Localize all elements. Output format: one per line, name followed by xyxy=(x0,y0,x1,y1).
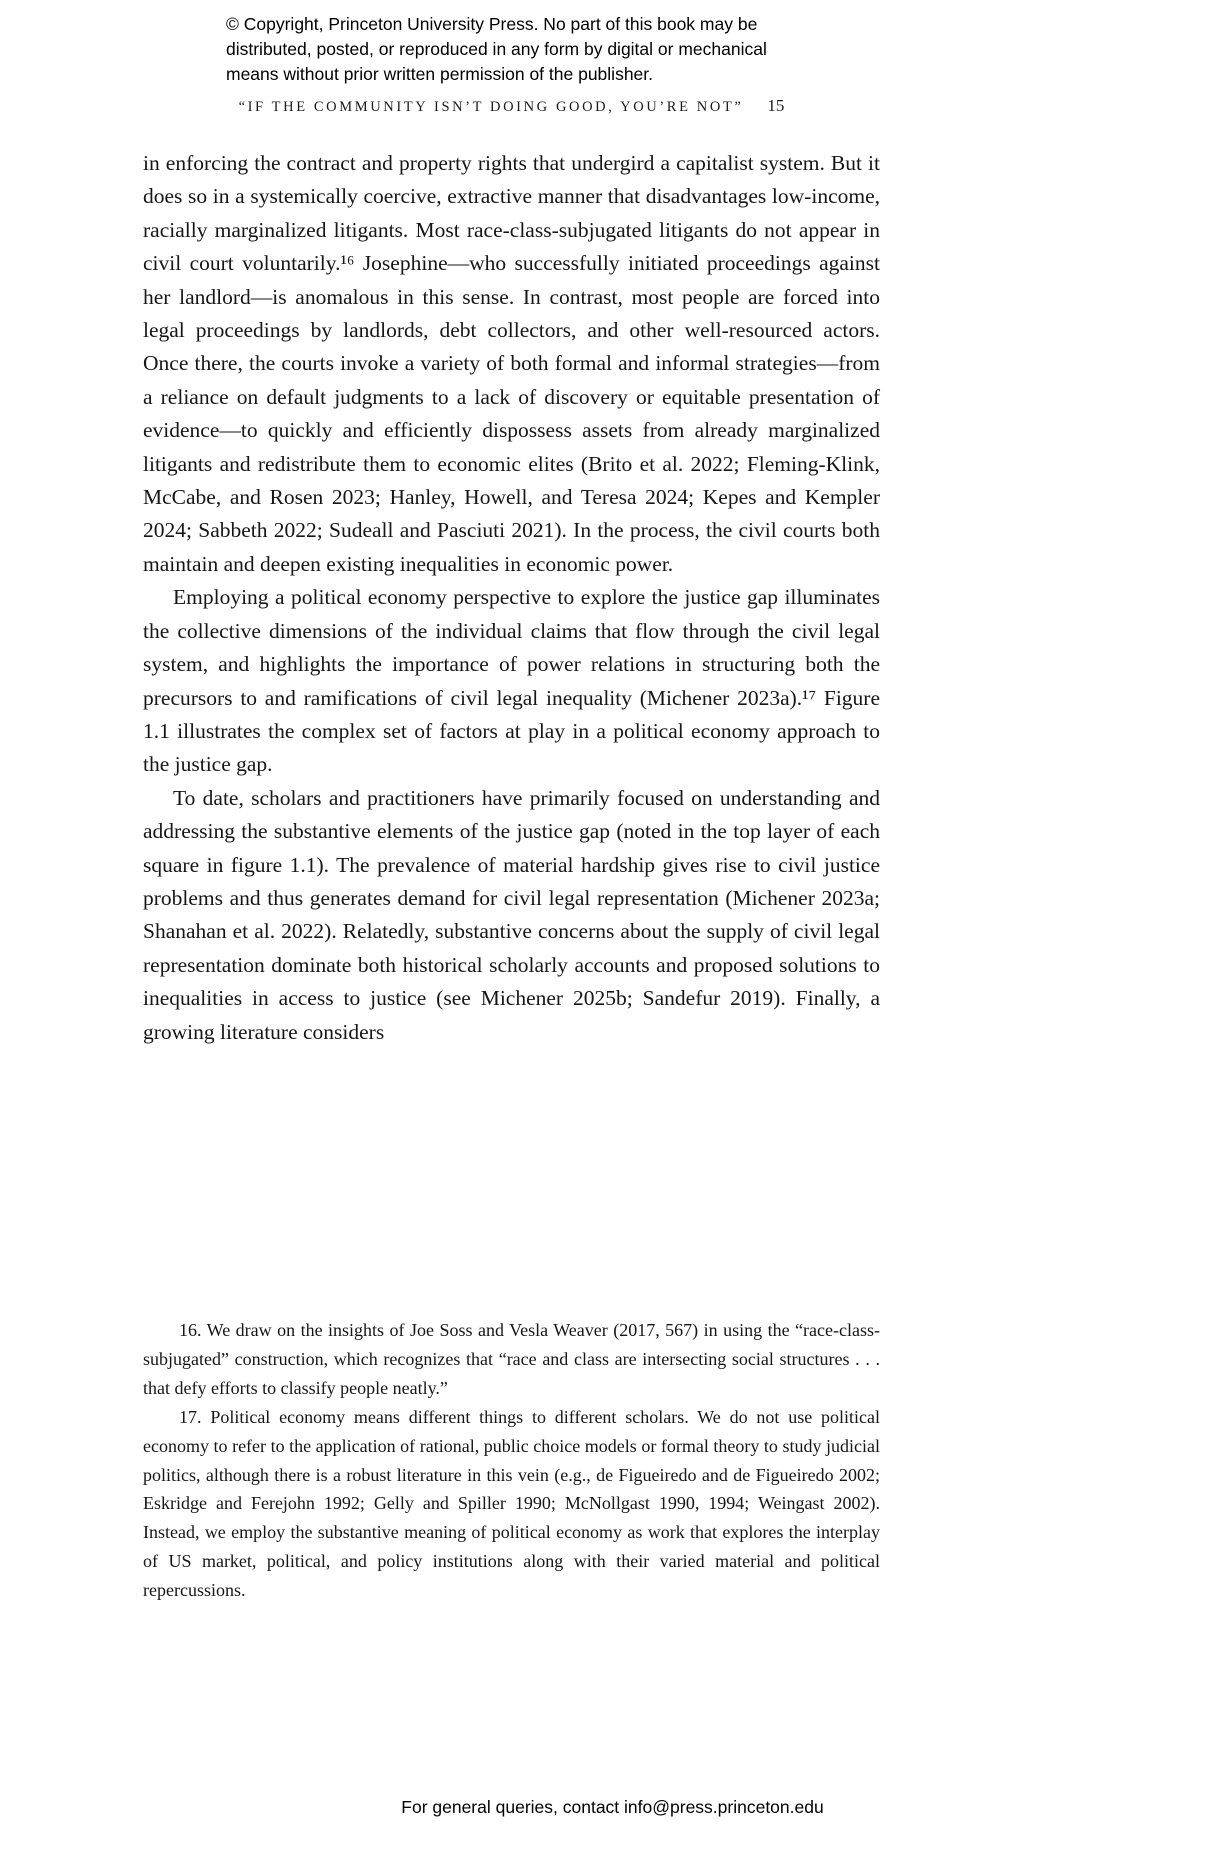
copyright-line: distributed, posted, or reproduced in any form by digital or mechanical xyxy=(226,39,767,59)
body-text xyxy=(143,147,880,1049)
footnote: 16. We draw on the insights of Joe Soss and Vesla Weaver (2017, 567) in using the “race-class-subjugated” construction, which recognizes that “race and class are intersecting social structures . . . that defy efforts to classify people neatly.” xyxy=(143,1320,880,1398)
copyright-line: © Copyright, Princeton University Press. No part of this book may be xyxy=(226,14,758,34)
running-head-title: “IF THE COMMUNITY ISN’T DOING GOOD, YOU’RE NOT” xyxy=(238,99,744,115)
body-paragraph: To date, scholars and practitioners have primarily focused on understanding and addressing the substantive elements of the justice gap (noted in the top layer of each square in figure 1.1). The prevalence of material hardship gives rise to civil justice problems and thus generates demand for civil legal representation (Michener 2023a; Shanahan et al. 2022). Relatedly, substantive concerns about the supply of civil legal representation dominate both historical scholarly accounts and proposed solutions to inequalities in access to justice (see Michener 2025b; Sandefur 2019). Finally, a growing literature considers xyxy=(143,785,880,1044)
page-number: 15 xyxy=(767,96,785,115)
footnote: 17. Political economy means different things to different scholars. We do not use political economy to refer to the application of rational, public choice models or formal theory to study judicial politics, although there is a robust literature in this vein (e.g., de Figueiredo and de Figueiredo 2002; Eskridge and Ferejohn 1992; Gelly and Spiller 1990; McNollgast 1990, 1994; Weingast 2002). Instead, we employ the substantive meaning of political economy as work that explores the interplay of US market, political, and policy institutions along with their varied material and political repercussions. xyxy=(143,1406,880,1601)
copyright-line: means without prior written permission of the publisher. xyxy=(226,64,654,84)
copyright-notice xyxy=(226,12,826,87)
body-paragraph: Employing a political economy perspective to explore the justice gap illuminates the collective dimensions of the individual claims that flow through the civil legal system, and highlights the importance of power relations in structuring both the precursors to and ramifications of civil legal inequality (Michener 2023a).¹⁷ Figure 1.1 illustrates the complex set of factors at play in a political economy approach to the justice gap. xyxy=(143,585,880,777)
running-head xyxy=(143,96,880,116)
footer-contact: For general queries, contact info@press.princeton.edu xyxy=(401,1797,824,1817)
body-paragraph: in enforcing the contract and property rights that undergird a capitalist system. But it does so in a systemically coercive, extractive manner that disadvantages low-income, racially marginalized litigants. Most race-class-subjugated litigants do not appear in civil court voluntarily.¹⁶ Josephine—who successfully initiated proceedings against her landlord—is anomalous in this sense. In contrast, most people are forced into legal proceedings by landlords, debt collectors, and other well-resourced actors. Once there, the courts invoke a variety of both formal and informal strategies—from a reliance on default judgments to a lack of discovery or equitable presentation of evidence—to quickly and efficiently dispossess assets from already marginalized litigants and redistribute them to economic elites (Brito et al. 2022; Fleming-Klink, McCabe, and Rosen 2023; Hanley, Howell, and Teresa 2024; Kepes and Kempler 2024; Sabbeth 2022; Sudeall and Pasciuti 2021). In the process, the civil courts both maintain and deepen existing inequalities in economic power. xyxy=(143,151,880,576)
footnotes xyxy=(143,1316,880,1605)
